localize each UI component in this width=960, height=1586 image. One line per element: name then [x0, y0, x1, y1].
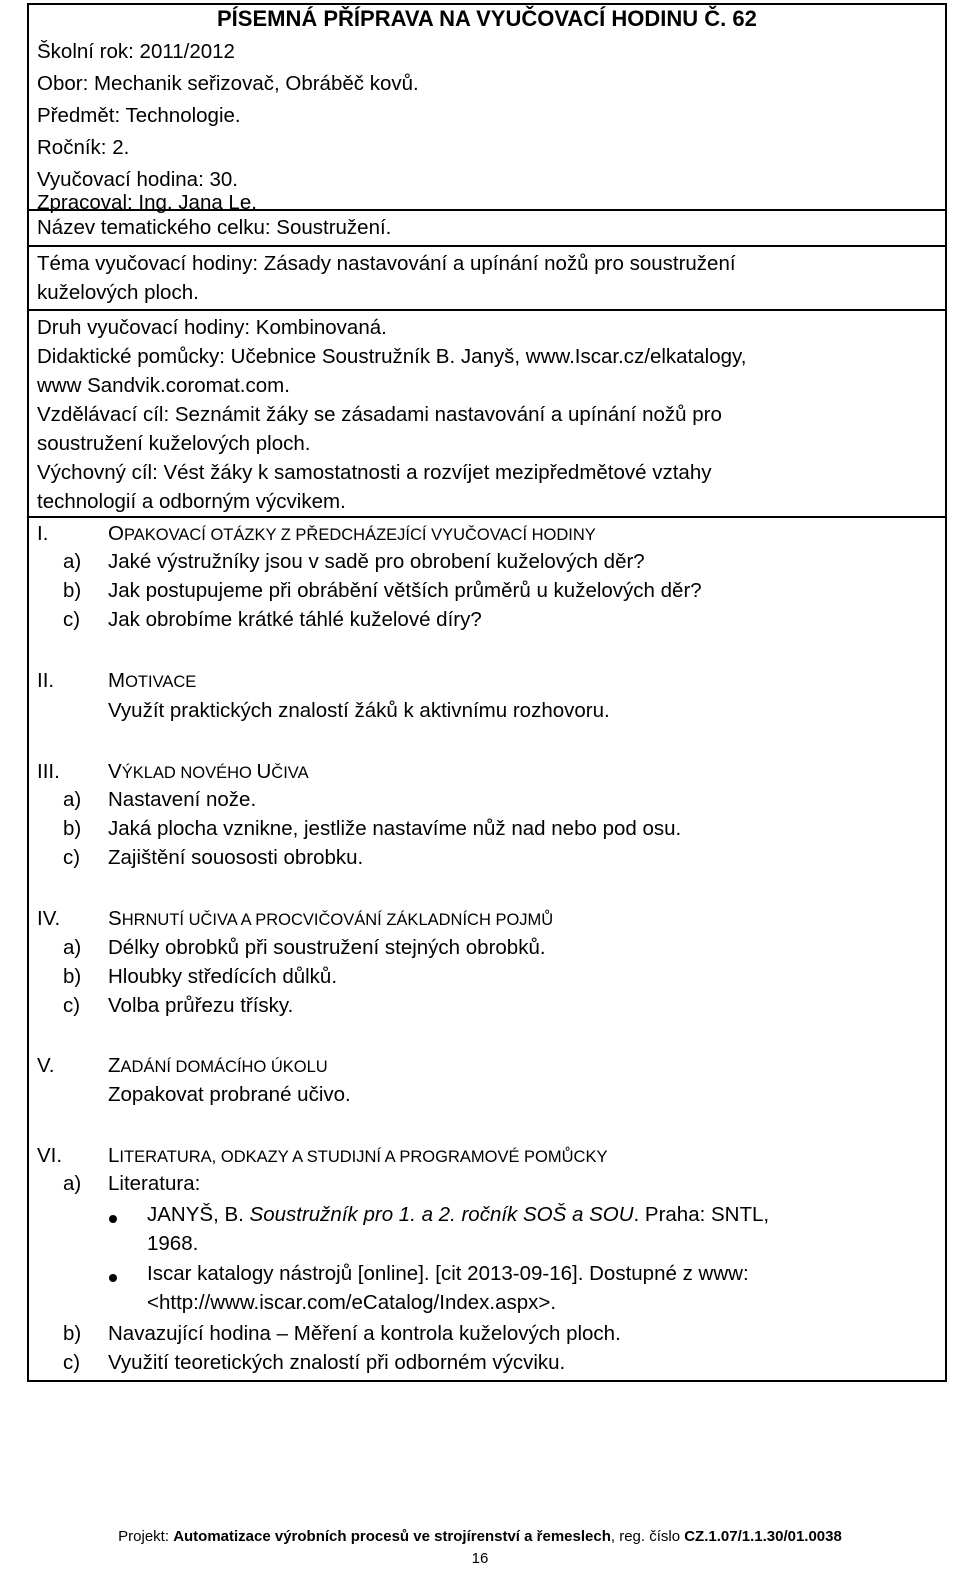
practical-use: Využití teoretických znalostí při odborném výcviku.: [108, 1351, 566, 1374]
lesson-type: Druh vyučovací hodiny: Kombinovaná.: [37, 316, 387, 339]
list-item: Zajištění souososti obrobku.: [108, 846, 364, 869]
list-item: Jak obrobíme krátké táhlé kuželové díry?: [108, 608, 482, 631]
section-5-text: Zopakovat probrané učivo.: [108, 1083, 351, 1106]
page-title: PÍSEMNÁ PŘÍPRAVA NA VYUČOVACÍ HODINU Č. 62: [217, 6, 757, 31]
item-label: b): [63, 1322, 82, 1345]
list-item: Hloubky středících důlků.: [108, 965, 338, 988]
section-3-numeral: III.: [37, 760, 60, 783]
reference-2-line-1: Iscar katalogy nástrojů [online]. [cit 2013-09-16]. Dostupné z www:: [147, 1262, 749, 1285]
item-label: b): [63, 817, 82, 840]
item-label: b): [63, 579, 82, 602]
thematic-box: [27, 209, 947, 245]
edu-goal-line-1: Vzdělávací cíl: Seznámit žáky se zásadami nastavování a upínání nožů pro: [37, 403, 722, 426]
header-box: [27, 3, 947, 214]
item-label: c): [63, 1351, 81, 1374]
author: Zpracoval: Ing. Jana Le.: [37, 191, 257, 214]
section-6-numeral: VI.: [37, 1144, 63, 1167]
section-2-heading: MOTIVACE: [108, 669, 197, 692]
lesson-number: Vyučovací hodina: 30.: [37, 168, 238, 191]
topic-line-1: Téma vyučovací hodiny: Zásady nastavování a upínání nožů pro soustružení: [37, 252, 736, 275]
section-2-text: Využít praktických znalostí žáků k aktivnímu rozhovoru.: [108, 699, 610, 722]
edu-goal-line-2: soustružení kuželových ploch.: [37, 432, 311, 455]
page-number: 16: [471, 1550, 489, 1567]
item-label: a): [63, 936, 82, 959]
literature-label: Literatura:: [108, 1172, 201, 1195]
list-item: Nastavení nože.: [108, 788, 257, 811]
grade: Ročník: 2.: [37, 136, 130, 159]
reference-1-year: 1968.: [147, 1232, 199, 1255]
section-6-heading: LITERATURA, ODKAZY A STUDIJNÍ A PROGRAMOVÉ POMŮCKY: [108, 1144, 608, 1167]
item-label: c): [63, 608, 81, 631]
reference-1: JANYŠ, B. Soustružník pro 1. a 2. ročník SOŠ a SOU. Praha: SNTL,: [147, 1203, 770, 1226]
item-label: c): [63, 994, 81, 1017]
list-item: Jaké výstružníky jsou v sadě pro obrobení kuželových děr?: [108, 550, 645, 573]
thematic-unit: Název tematického celku: Soustružení.: [37, 216, 392, 239]
footer-project: Projekt: Automatizace výrobních procesů ve strojírenství a řemeslech, reg. číslo CZ.1.07/1.1.30/01.0038: [118, 1528, 842, 1545]
school-year: Školní rok: 2011/2012: [37, 40, 235, 63]
list-item: Volba průřezu třísky.: [108, 994, 294, 1017]
follow-up-lesson: Navazující hodina – Měření a kontrola kuželových ploch.: [108, 1322, 621, 1345]
item-label: a): [63, 550, 82, 573]
info-box: [27, 309, 947, 516]
section-4-numeral: IV.: [37, 907, 61, 930]
field: Obor: Mechanik seřizovač, Obráběč kovů.: [37, 72, 419, 95]
item-label: a): [63, 788, 82, 811]
section-4-heading: SHRNUTÍ UČIVA A PROCVIČOVÁNÍ ZÁKLADNÍCH POJMŮ: [108, 907, 554, 930]
section-5-numeral: V.: [37, 1054, 55, 1077]
aids-line-2: www Sandvik.coromat.com.: [37, 374, 290, 397]
section-1-heading: OPAKOVACÍ OTÁZKY Z PŘEDCHÁZEJÍCÍ VYUČOVACÍ HODINY: [108, 522, 596, 545]
subject: Předmět: Technologie.: [37, 104, 241, 127]
lesson-body-box: [27, 516, 947, 1382]
list-item: Délky obrobků při soustružení stejných obrobků.: [108, 936, 546, 959]
upbr-goal-line-1: Výchovný cíl: Vést žáky k samostatnosti a rozvíjet mezipředmětové vztahy: [37, 461, 712, 484]
topic-line-2: kuželových ploch.: [37, 281, 199, 304]
section-1-numeral: I.: [37, 522, 49, 545]
bullet-icon: [109, 1215, 117, 1223]
upbr-goal-line-2: technologií a odborným výcvikem.: [37, 490, 346, 513]
item-label: c): [63, 846, 81, 869]
bullet-icon: [109, 1274, 117, 1282]
list-item: Jaká plocha vznikne, jestliže nastavíme nůž nad nebo pod osu.: [108, 817, 682, 840]
reference-2-line-2: <http://www.iscar.com/eCatalog/Index.aspx>.: [147, 1291, 557, 1314]
item-label: a): [63, 1172, 82, 1195]
topic-box: [27, 245, 947, 309]
section-3-heading: VÝKLAD NOVÉHO UČIVA: [108, 760, 309, 783]
section-5-heading: ZADÁNÍ DOMÁCÍHO ÚKOLU: [108, 1054, 328, 1077]
item-label: b): [63, 965, 82, 988]
list-item: Jak postupujeme při obrábění větších průměrů u kuželových děr?: [108, 579, 702, 602]
section-2-numeral: II.: [37, 669, 55, 692]
aids-line-1: Didaktické pomůcky: Učebnice Soustružník B. Janyš, www.Iscar.cz/elkatalogy,: [37, 345, 747, 368]
